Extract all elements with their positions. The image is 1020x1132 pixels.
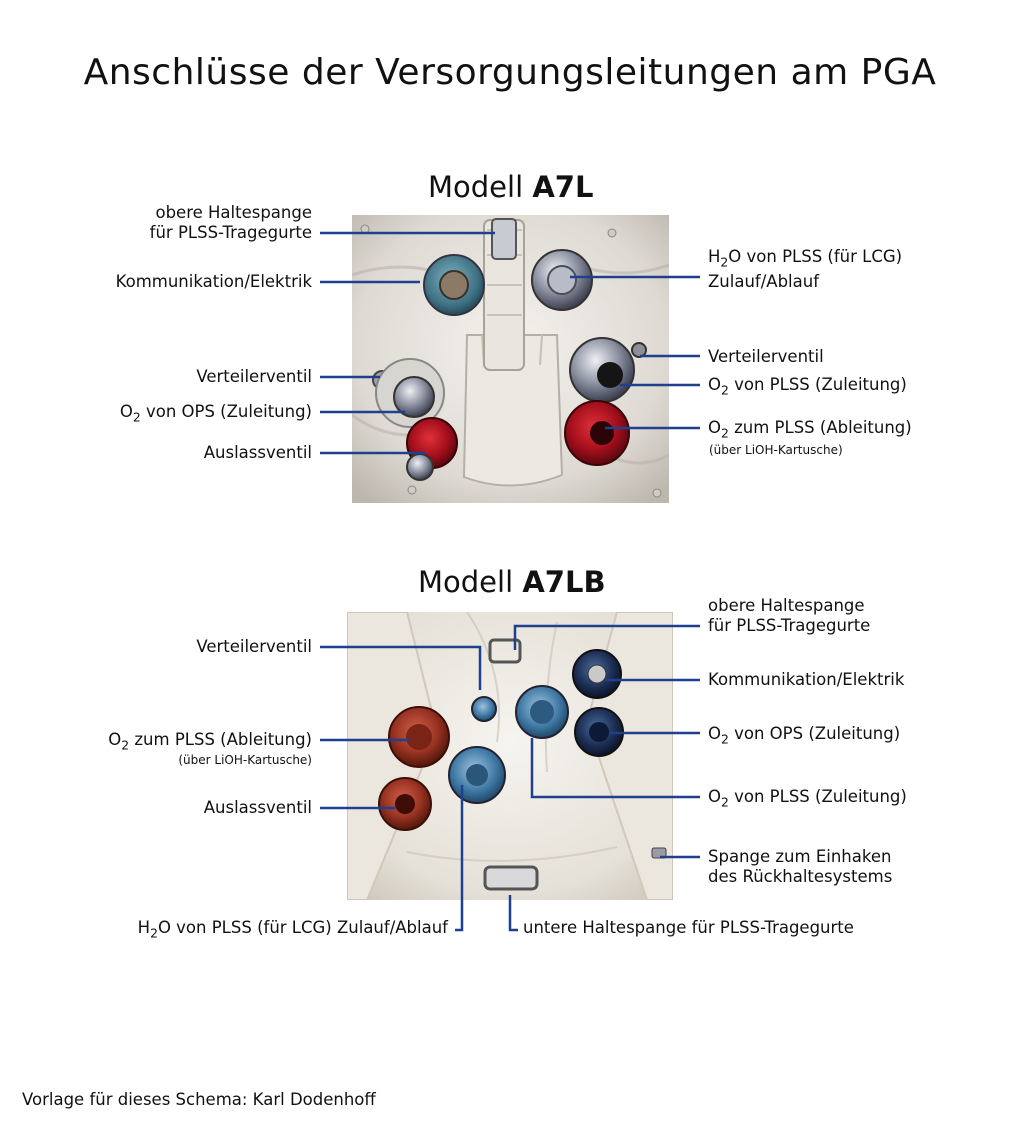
a7l-label-o2-zum-plss bbox=[708, 418, 912, 443]
a7lb-o2-zum-text: zum PLSS (Ableitung) bbox=[129, 730, 312, 749]
a7lb-o2-plss-text: von PLSS (Zuleitung) bbox=[728, 787, 907, 806]
a7lb-leader-verteiler bbox=[320, 647, 480, 690]
a7lb-label-obere-haltespange-line2: für PLSS-Tragegurte bbox=[708, 616, 871, 635]
a7l-label-o2-von-plss bbox=[708, 375, 907, 400]
a7lb-h2o-symbol: H bbox=[137, 918, 151, 937]
a7lb-label-verteilerventil: Verteilerventil bbox=[196, 637, 312, 656]
a7lb-leader-obere-haltespange bbox=[515, 626, 700, 650]
a7lb-h2o-text: O von PLSS (für LCG) Zulauf/Ablauf bbox=[157, 918, 448, 937]
a7l-o2-plss-text: von PLSS (Zuleitung) bbox=[728, 375, 907, 394]
credit-line: Vorlage für dieses Schema: Karl Dodenhoff bbox=[22, 1090, 376, 1109]
a7lb-label-obere-haltespange-line1: obere Haltespange bbox=[708, 596, 865, 615]
a7l-o2-plss-symbol: O bbox=[708, 375, 721, 394]
a7lb-model-prefix: Modell bbox=[418, 565, 514, 599]
a7l-o2-ops-text: von OPS (Zuleitung) bbox=[140, 402, 312, 421]
a7lb-model-name: A7LB bbox=[522, 565, 606, 599]
a7l-label-verteilerventil-right: Verteilerventil bbox=[708, 347, 824, 366]
a7l-o2-ops-subscript: 2 bbox=[132, 410, 141, 425]
a7lb-label-kommunikation: Kommunikation/Elektrik bbox=[708, 670, 905, 689]
a7lb-leader-h2o bbox=[455, 785, 462, 930]
a7lb-o2-zum-subscript: 2 bbox=[121, 738, 130, 753]
a7l-o2-zum-subscript: 2 bbox=[721, 426, 729, 441]
a7l-model-prefix: Modell bbox=[428, 170, 524, 204]
a7l-label-auslassventil: Auslassventil bbox=[203, 443, 312, 462]
a7lb-label-obere-haltespange bbox=[708, 596, 870, 636]
a7lb-o2-ops-text: von OPS (Zuleitung) bbox=[728, 724, 901, 743]
a7l-label-obere-haltespange-line1: obere Haltespange bbox=[155, 203, 312, 222]
a7lb-o2-ops-subscript: 2 bbox=[721, 732, 729, 747]
a7l-label-verteilerventil-left: Verteilerventil bbox=[196, 367, 312, 386]
a7lb-o2-ops-symbol: O bbox=[708, 724, 721, 743]
a7l-o2-plss-subscript: 2 bbox=[721, 383, 729, 398]
a7lb-o2-plss-symbol: O bbox=[708, 787, 721, 806]
a7lb-label-spange bbox=[708, 847, 892, 887]
a7l-o2-zum-symbol: O bbox=[708, 418, 721, 437]
a7lb-h2o-subscript: 2 bbox=[150, 926, 158, 941]
a7l-label-obere-haltespange-line2: für PLSS-Tragegurte bbox=[149, 223, 312, 242]
a7lb-label-o2-zum-note: (über LiOH-Kartusche) bbox=[178, 753, 312, 767]
a7lb-label-auslassventil: Auslassventil bbox=[203, 798, 312, 817]
a7l-model-name: A7L bbox=[532, 170, 594, 204]
a7lb-label-h2o bbox=[138, 918, 448, 943]
a7lb-leader-o2-plss bbox=[532, 738, 700, 797]
a7l-o2-ops-symbol: O bbox=[119, 402, 133, 421]
a7lb-label-o2-zum-plss bbox=[108, 730, 312, 755]
a7l-h2o-line1 bbox=[708, 247, 902, 272]
a7l-h2o-line2: Zulauf/Ablauf bbox=[708, 272, 820, 292]
a7lb-label-o2-von-ops bbox=[708, 724, 900, 749]
a7lb-leader-untere-haltespange bbox=[510, 895, 518, 930]
a7l-label-o2-von-ops bbox=[120, 402, 312, 427]
a7lb-label-untere-haltespange: untere Haltespange für PLSS-Tragegurte bbox=[523, 918, 854, 937]
a7l-h2o-text: O von PLSS (für LCG) bbox=[728, 247, 903, 266]
a7lb-o2-zum-symbol: O bbox=[108, 730, 122, 749]
a7l-label-o2-zum-note: (über LiOH-Kartusche) bbox=[709, 443, 843, 457]
a7lb-o2-plss-subscript: 2 bbox=[721, 795, 729, 810]
a7lb-label-spange-line1: Spange zum Einhaken bbox=[708, 847, 892, 866]
a7l-o2-zum-text: zum PLSS (Ableitung) bbox=[728, 418, 912, 437]
a7lb-label-spange-line2: des Rückhaltesystems bbox=[708, 867, 893, 886]
a7l-h2o-subscript: 2 bbox=[720, 255, 729, 270]
a7l-h2o-symbol: H bbox=[708, 247, 721, 266]
page-title: Anschlüsse der Versorgungsleitungen am PGA bbox=[83, 52, 937, 93]
a7lb-label-o2-von-plss bbox=[708, 787, 907, 812]
a7l-label-obere-haltespange bbox=[150, 203, 312, 243]
a7l-label-kommunikation: Kommunikation/Elektrik bbox=[115, 272, 312, 291]
a7l-label-h2o bbox=[708, 247, 902, 292]
